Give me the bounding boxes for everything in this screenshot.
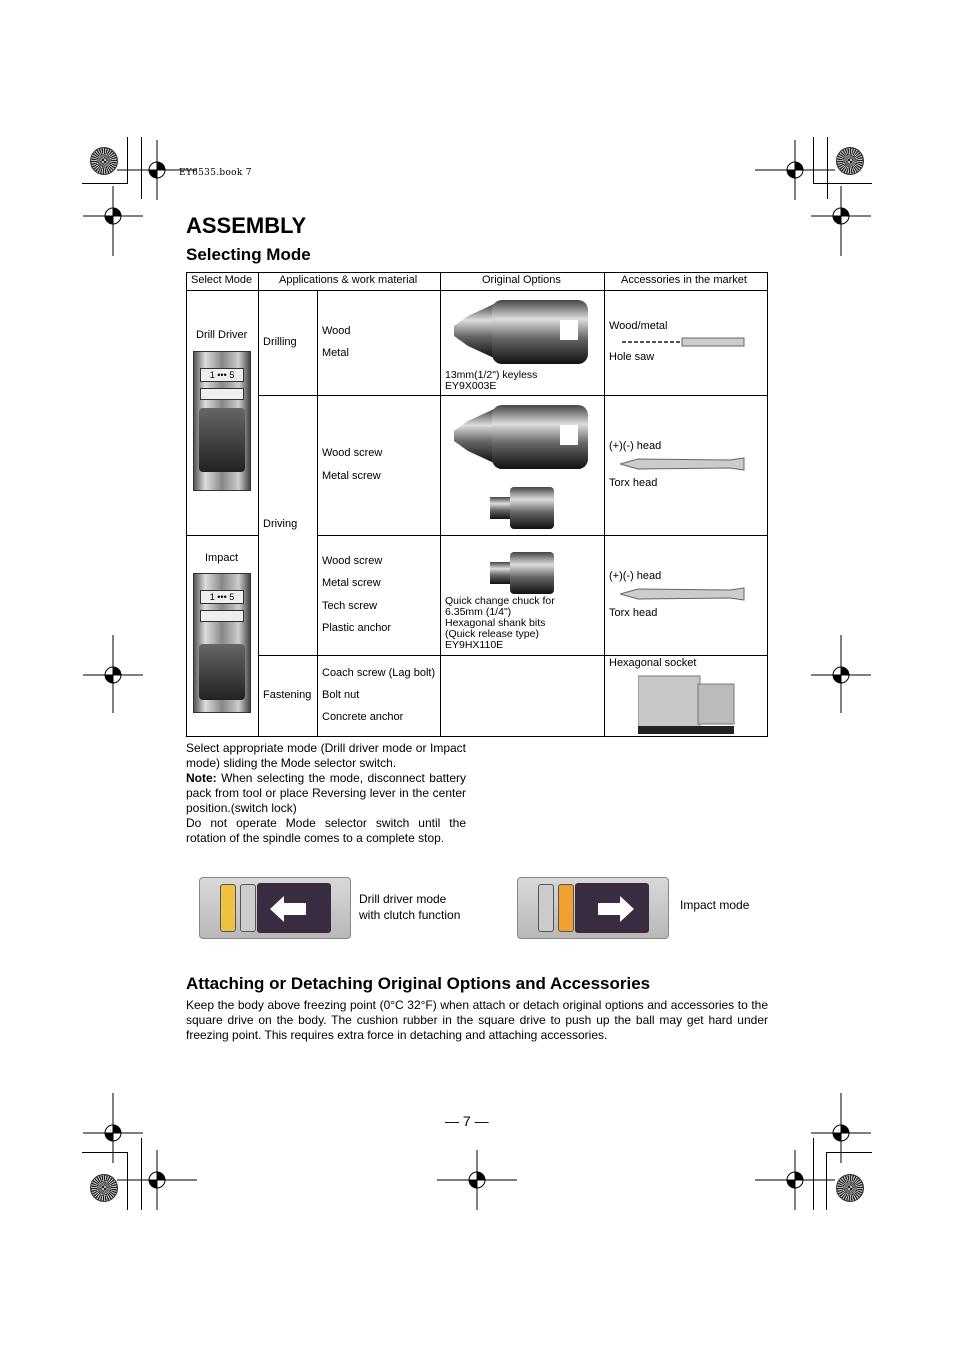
option-quick-change-line: (Quick release type) <box>445 628 539 640</box>
page-title: ASSEMBLY <box>186 213 307 238</box>
material: Wood screw <box>322 447 383 459</box>
section-heading-selecting-mode: Selecting Mode <box>186 245 311 264</box>
option-keyless-code: EY9X003E <box>445 380 497 392</box>
material: Bolt nut <box>322 689 360 701</box>
arrow-left-icon <box>270 896 306 922</box>
impact-mode-caption: Impact mode <box>680 898 750 912</box>
quick-change-chuck-image <box>490 485 556 531</box>
accessory: (+)(-) head <box>609 570 662 582</box>
material: Wood screw <box>322 555 383 567</box>
mode-drill-driver: Drill Driver <box>196 329 248 341</box>
mode-instructions <box>186 741 466 846</box>
material: Tech screw <box>322 600 378 612</box>
option-quick-change-code: EY9HX110E <box>445 639 504 651</box>
drill-bit-image <box>622 336 746 348</box>
accessory: Hole saw <box>609 351 655 363</box>
book-file-label: EY6535.book 7 <box>179 168 252 178</box>
header-original-options: Original Options <box>482 274 561 286</box>
header-applications: Applications & work material <box>279 274 418 286</box>
page-number: — 7 — <box>445 1113 489 1129</box>
accessory: Wood/metal <box>609 320 668 332</box>
material: Metal screw <box>322 577 381 589</box>
option-keyless-name: 13mm(1/2") keyless <box>445 369 538 381</box>
material: Concrete anchor <box>322 711 404 723</box>
mode-switch-impact-image: 1 ••• 5 <box>193 573 251 713</box>
section-heading-attaching: Attaching or Detaching Original Options and Accessories <box>186 974 651 993</box>
accessory: Torx head <box>609 477 658 489</box>
material: Metal screw <box>322 470 381 482</box>
drill-mode-caption: Drill driver mode <box>359 892 447 906</box>
note-text: When selecting the mode, disconnect battery pack from tool or place Reversing lever in the center position.(switch lock) <box>186 771 466 815</box>
keyless-chuck-image <box>454 296 590 368</box>
mode-switch-drill-image: 1 ••• 5 <box>193 351 251 491</box>
drill-mode-caption: with clutch function <box>359 908 461 922</box>
mode-impact: Impact <box>205 552 239 564</box>
material: Plastic anchor <box>322 622 392 634</box>
instruction-line: Do not operate Mode selector switch until the rotation of the spindle comes to a complete stop. <box>186 816 466 845</box>
arrow-right-icon <box>598 896 634 922</box>
section-body-attaching: Keep the body above freezing point (0°C 32°F) when attach or detach original options and accessories to the square drive on the body. The cushion rubber in the square drive to push up the ball may get hard under freezing point. This requires extra force in detaching and attaching accessories. <box>186 998 768 1042</box>
accessory: Hexagonal socket <box>609 657 697 669</box>
material: Metal <box>322 347 349 359</box>
app-fastening: Fastening <box>263 689 312 701</box>
keyless-chuck-image <box>454 401 590 473</box>
screwdriver-bit-image <box>620 457 746 471</box>
header-select-mode: Select Mode <box>191 274 253 286</box>
material: Coach screw (Lag bolt) <box>322 667 436 679</box>
drill-driver-mode-image <box>199 877 351 939</box>
app-drilling: Drilling <box>263 336 297 348</box>
hexagonal-socket-image <box>638 672 736 734</box>
option-quick-change-line: Quick change chuck for <box>445 595 555 607</box>
impact-mode-image <box>517 877 669 939</box>
material: Wood <box>322 325 351 337</box>
screwdriver-bit-image <box>620 587 746 601</box>
instruction-line: Select appropriate mode (Drill driver mode or Impact mode) sliding the Mode selector switch. <box>186 741 466 770</box>
app-driving: Driving <box>263 518 298 530</box>
header-accessories: Accessories in the market <box>621 274 747 286</box>
accessory: (+)(-) head <box>609 440 662 452</box>
option-quick-change-line: Hexagonal shank bits <box>445 617 546 629</box>
quick-change-chuck-image <box>490 550 556 596</box>
note-label: Note: <box>186 771 217 785</box>
option-quick-change-line: 6.35mm (1/4") <box>445 606 512 618</box>
accessory: Torx head <box>609 607 658 619</box>
